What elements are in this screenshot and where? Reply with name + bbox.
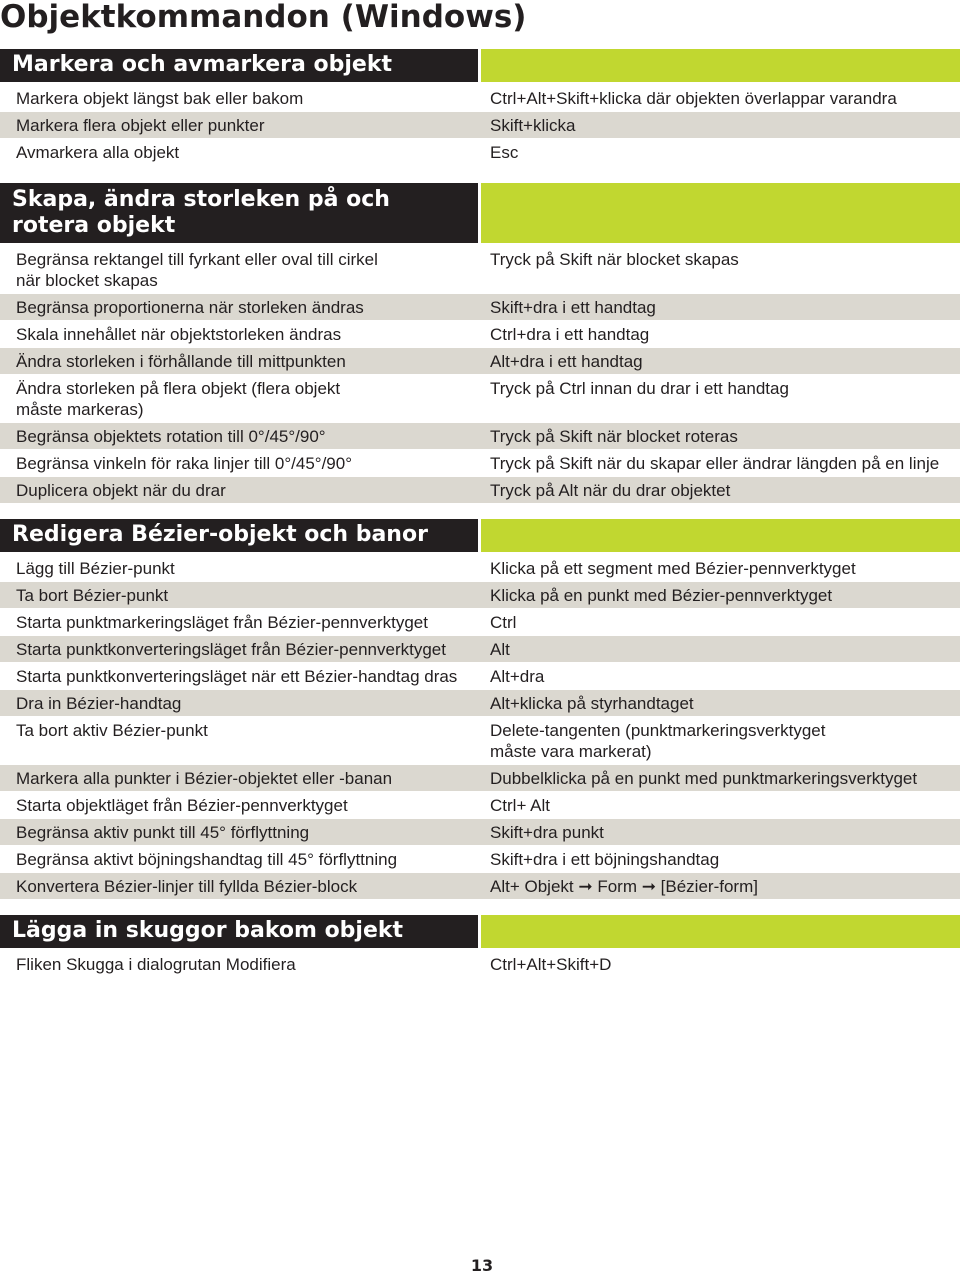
table-row xyxy=(0,139,960,165)
action-label: Begränsa aktivt böjningshandtag till 45° förflyttning xyxy=(16,850,398,869)
table-row xyxy=(0,375,960,422)
shortcut-keys: Ctrl xyxy=(490,613,517,632)
shortcut-keys: Klicka på ett segment med Bézier-pennverktyget xyxy=(490,559,856,578)
shortcut-table xyxy=(0,555,960,899)
shortcut-keys: Ctrl+ Alt xyxy=(490,796,550,815)
section-header-accent-bar xyxy=(481,519,960,552)
action-label: Begränsa aktiv punkt till 45° förflyttning xyxy=(16,823,310,842)
table-row xyxy=(0,85,960,111)
section-header xyxy=(0,49,960,82)
section-title: Skapa, ändra storleken på och rotera objekt xyxy=(0,183,478,243)
shortcut-keys: Skift+dra punkt xyxy=(490,823,604,842)
action-label: Starta punktkonverteringsläget när ett Bézier-handtag dras xyxy=(16,667,458,686)
table-row xyxy=(0,321,960,347)
shortcut-keys: Tryck på Ctrl innan du drar i ett handtag xyxy=(490,379,789,398)
table-row xyxy=(0,477,960,503)
section-title: Redigera Bézier-objekt och banor xyxy=(0,519,478,552)
table-row xyxy=(0,663,960,689)
action-label: Begränsa proportionerna när storleken ändras xyxy=(16,298,364,317)
shortcut-keys: Klicka på en punkt med Bézier-pennverktyget xyxy=(490,586,833,605)
action-label: Dra in Bézier-handtag xyxy=(16,694,182,713)
table-row xyxy=(0,423,960,449)
shortcut-keys: Tryck på Skift när blocket skapas xyxy=(490,250,739,269)
action-label: Ta bort aktiv Bézier-punkt xyxy=(16,721,208,740)
shortcut-section xyxy=(0,915,960,978)
table-row xyxy=(0,819,960,845)
table-row xyxy=(0,582,960,608)
table-row xyxy=(0,636,960,662)
table-row xyxy=(0,792,960,818)
shortcut-keys: Ctrl+Alt+Skift+D xyxy=(490,955,612,974)
action-label: Ändra storleken i förhållande till mittpunkten xyxy=(16,352,346,371)
section-header xyxy=(0,519,960,552)
section-header-accent-bar xyxy=(481,183,960,243)
shortcut-section xyxy=(0,183,960,504)
section-header-accent-bar xyxy=(481,49,960,82)
shortcut-section xyxy=(0,49,960,166)
action-label: Fliken Skugga i dialogrutan Modifiera xyxy=(16,955,296,974)
shortcut-keys: Alt+ Objekt ➞ Form ➞ [Bézier-form] xyxy=(490,877,758,896)
table-row xyxy=(0,690,960,716)
shortcut-keys: Alt+klicka på styrhandtaget xyxy=(490,694,694,713)
section-header-accent-bar xyxy=(481,915,960,948)
page-number: 13 xyxy=(470,1256,494,1275)
section-title: Lägga in skuggor bakom objekt xyxy=(0,915,478,948)
table-row xyxy=(0,555,960,581)
section-header xyxy=(0,915,960,948)
section-header xyxy=(0,183,960,243)
shortcut-keys: Esc xyxy=(490,143,519,162)
shortcut-keys: Dubbelklicka på en punkt med punktmarkeringsverktyget xyxy=(490,769,918,788)
shortcut-keys: Skift+dra i ett böjningshandtag xyxy=(490,850,720,869)
shortcut-section xyxy=(0,519,960,900)
action-label: Markera alla punkter i Bézier-objektet eller -banan xyxy=(16,769,393,788)
table-row xyxy=(0,873,960,899)
table-row xyxy=(0,846,960,872)
shortcut-table xyxy=(0,246,960,503)
action-label: Begränsa vinkeln för raka linjer till 0°/45°/90° xyxy=(16,454,353,473)
table-row xyxy=(0,951,960,977)
action-label: Duplicera objekt när du drar xyxy=(16,481,226,500)
shortcut-keys: Alt xyxy=(490,640,510,659)
table-row xyxy=(0,246,960,293)
action-label: Avmarkera alla objekt xyxy=(16,143,180,162)
table-row xyxy=(0,717,960,764)
shortcut-keys: Alt+dra i ett handtag xyxy=(490,352,643,371)
action-label: Ta bort Bézier-punkt xyxy=(16,586,169,605)
action-label: Starta punktmarkeringsläget från Bézier-pennverktyget xyxy=(16,613,428,632)
action-label: Starta objektläget från Bézier-pennverktyget xyxy=(16,796,348,815)
action-label: Markera flera objekt eller punkter xyxy=(16,116,265,135)
shortcut-keys: Tryck på Skift när blocket roteras xyxy=(490,427,738,446)
action-label: Skala innehållet när objektstorleken ändras xyxy=(16,325,342,344)
shortcut-keys: Alt+dra xyxy=(490,667,545,686)
table-row xyxy=(0,112,960,138)
table-row xyxy=(0,294,960,320)
shortcut-keys: Tryck på Skift när du skapar eller ändrar längden på en linje xyxy=(490,454,940,473)
shortcut-table xyxy=(0,85,960,165)
shortcut-keys: Skift+klicka xyxy=(490,116,576,135)
table-row xyxy=(0,609,960,635)
action-label: Starta punktkonverteringsläget från Bézier-pennverktyget xyxy=(16,640,446,659)
section-title: Markera och avmarkera objekt xyxy=(0,49,478,82)
page-title: Objektkommandon (Windows) xyxy=(0,0,527,35)
table-row xyxy=(0,348,960,374)
table-row xyxy=(0,765,960,791)
shortcut-keys: Ctrl+Alt+Skift+klicka där objekten överlappar varandra xyxy=(490,89,897,108)
action-label: Ändra storleken på flera objekt (flera objekt måste markeras) xyxy=(16,379,341,419)
shortcut-table xyxy=(0,951,960,977)
shortcut-keys: Tryck på Alt när du drar objektet xyxy=(490,481,731,500)
action-label: Markera objekt längst bak eller bakom xyxy=(16,89,304,108)
shortcut-keys: Skift+dra i ett handtag xyxy=(490,298,656,317)
shortcut-keys: Delete-tangenten (punktmarkeringsverktyget måste vara markerat) xyxy=(490,721,826,761)
shortcut-keys: Ctrl+dra i ett handtag xyxy=(490,325,650,344)
action-label: Konvertera Bézier-linjer till fyllda Bézier-block xyxy=(16,877,358,896)
action-label: Begränsa rektangel till fyrkant eller oval till cirkel när blocket skapas xyxy=(16,250,378,290)
table-row xyxy=(0,450,960,476)
action-label: Lägg till Bézier-punkt xyxy=(16,559,175,578)
action-label: Begränsa objektets rotation till 0°/45°/90° xyxy=(16,427,326,446)
